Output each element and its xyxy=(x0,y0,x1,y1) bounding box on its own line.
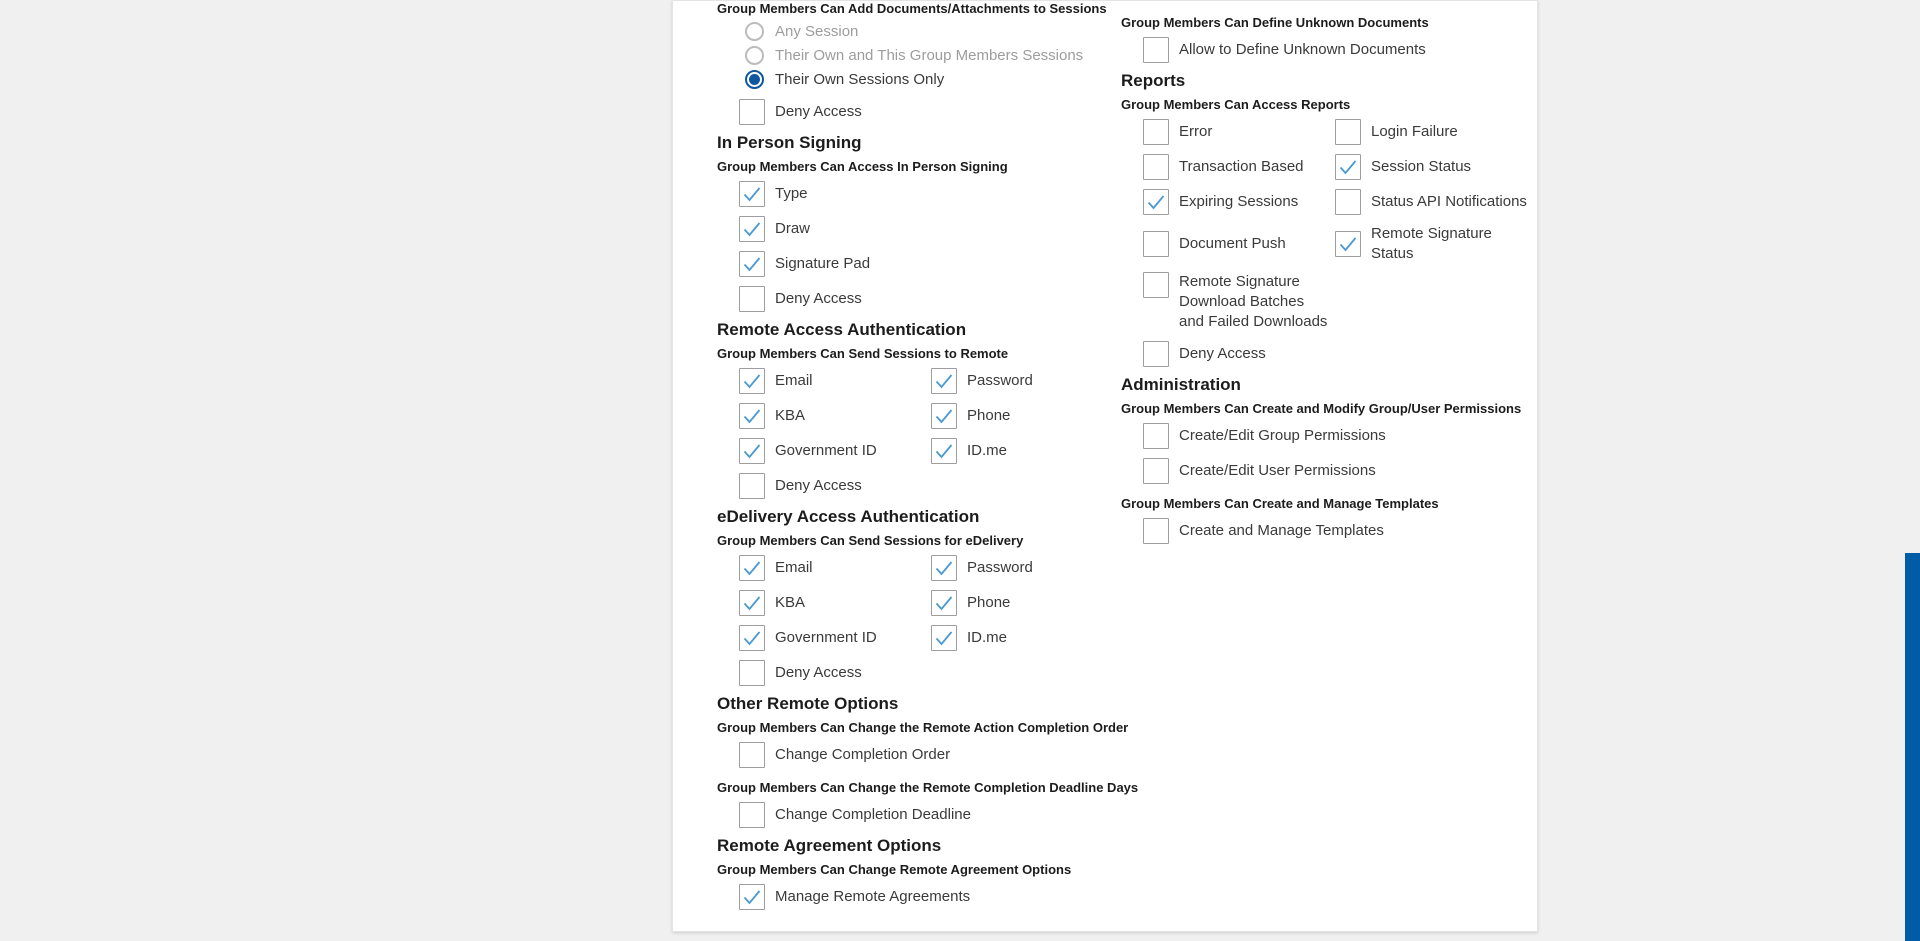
checkbox-group xyxy=(717,742,1121,768)
checkbox-label: KBA xyxy=(775,594,806,611)
checkbox-option-phone[interactable] xyxy=(931,403,1121,429)
checkbox-option-password[interactable] xyxy=(931,368,1121,394)
checkmark-icon xyxy=(932,556,956,580)
checkbox-group xyxy=(717,802,1121,828)
checkbox-option-change-completion-deadline[interactable] xyxy=(739,802,1121,828)
checkmark-icon xyxy=(740,252,764,276)
section-heading-remote-agreement-options: Remote Agreement Options xyxy=(717,836,942,855)
permissions-column-right xyxy=(1121,15,1533,552)
checkbox-checked[interactable] xyxy=(1143,189,1169,215)
checkbox-label: Create/Edit Group Permissions xyxy=(1179,427,1386,444)
checkbox-label: Phone xyxy=(967,594,1011,611)
checkmark-icon xyxy=(740,591,764,615)
checkbox-option-change-completion-order[interactable] xyxy=(739,742,1121,768)
checkbox-checked[interactable] xyxy=(739,438,765,464)
checkmark-icon xyxy=(740,439,764,463)
section-heading-in-person-signing: In Person Signing xyxy=(717,133,862,152)
checkbox-unchecked[interactable] xyxy=(1335,119,1361,145)
checkmark-icon xyxy=(740,556,764,580)
checkbox-option-error[interactable] xyxy=(1143,119,1335,145)
checkbox-checked[interactable] xyxy=(1335,154,1361,180)
checkbox-unchecked[interactable] xyxy=(1143,423,1169,449)
radio-unselected-icon xyxy=(745,46,764,65)
checkbox-option-allow-to-define-unknown-documents[interactable] xyxy=(1143,37,1533,63)
checkbox-unchecked[interactable] xyxy=(739,99,765,125)
checkbox-group xyxy=(1121,37,1533,63)
checkbox-option-government-id[interactable] xyxy=(739,438,931,464)
checkbox-label: Remote Signature Status xyxy=(1371,225,1492,262)
radio-option-any-session xyxy=(745,19,1121,43)
checkbox-label: Remote Signature Download Batches and Failed Downloads xyxy=(1179,273,1328,330)
checkmark-icon xyxy=(932,404,956,428)
checkbox-unchecked[interactable] xyxy=(1335,189,1361,215)
checkbox-checked[interactable] xyxy=(739,368,765,394)
checkbox-label: Password xyxy=(967,559,1033,576)
checkbox-label: Manage Remote Agreements xyxy=(775,888,971,905)
section-heading-edelivery-access-authentication: eDelivery Access Authentication xyxy=(717,507,980,526)
checkbox-label: Error xyxy=(1179,123,1213,140)
checkbox-group xyxy=(1121,423,1533,484)
checkmark-icon xyxy=(932,369,956,393)
radio-option-their-own-sessions-only[interactable] xyxy=(745,67,1121,91)
checkbox-label: Phone xyxy=(967,407,1011,424)
permission-group-heading: Group Members Can Create and Modify Group/User Permissions xyxy=(1121,401,1522,416)
checkbox-checked[interactable] xyxy=(739,251,765,277)
checkmark-icon xyxy=(932,591,956,615)
checkbox-label: ID.me xyxy=(967,442,1008,459)
checkbox-option-email[interactable] xyxy=(739,555,931,581)
checkbox-unchecked[interactable] xyxy=(1143,154,1169,180)
checkbox-option-kba[interactable] xyxy=(739,590,931,616)
checkbox-unchecked[interactable] xyxy=(739,286,765,312)
radio-label: Their Own Sessions Only xyxy=(775,70,945,88)
checkbox-unchecked[interactable] xyxy=(1143,231,1169,257)
checkbox-option-create-edit-group-permissions[interactable] xyxy=(1143,423,1533,449)
checkbox-label: Login Failure xyxy=(1371,123,1458,140)
checkbox-option-document-push[interactable] xyxy=(1143,224,1335,264)
checkmark-icon xyxy=(1144,190,1168,214)
checkbox-unchecked[interactable] xyxy=(1143,458,1169,484)
checkbox-checked[interactable] xyxy=(931,368,957,394)
permission-group-heading: Group Members Can Change Remote Agreement Options xyxy=(717,862,1072,877)
checkbox-checked[interactable] xyxy=(931,625,957,651)
radio-label: Any Session xyxy=(775,22,859,40)
checkbox-label: Deny Access xyxy=(775,103,862,120)
checkmark-icon xyxy=(1336,155,1360,179)
checkbox-option-phone[interactable] xyxy=(931,590,1121,616)
radio-unselected-icon xyxy=(745,22,764,41)
checkbox-group xyxy=(717,368,1121,499)
checkbox-option-draw[interactable] xyxy=(739,216,1121,242)
checkbox-label: Deny Access xyxy=(775,664,862,681)
checkbox-label: Deny Access xyxy=(1179,345,1266,362)
section-heading-administration: Administration xyxy=(1121,375,1241,394)
checkbox-option-deny-access[interactable] xyxy=(1143,341,1533,367)
checkbox-label: Type xyxy=(775,185,808,202)
permission-group-heading: Group Members Can Define Unknown Documents xyxy=(1121,15,1429,30)
checkbox-unchecked[interactable] xyxy=(1143,37,1169,63)
checkbox-checked[interactable] xyxy=(739,555,765,581)
checkbox-option-id-me[interactable] xyxy=(931,438,1121,464)
checkbox-unchecked[interactable] xyxy=(739,802,765,828)
checkbox-group xyxy=(717,555,1121,686)
checkbox-label: Create/Edit User Permissions xyxy=(1179,462,1376,479)
checkbox-option-remote-signature-download-batches-and-failed-downloads[interactable] xyxy=(1143,272,1533,332)
checkbox-checked[interactable] xyxy=(931,438,957,464)
checkbox-checked[interactable] xyxy=(739,403,765,429)
checkbox-label: Change Completion Deadline xyxy=(775,806,971,823)
radio-option-their-own-and-this-group-members-sessions xyxy=(745,43,1121,67)
checkmark-icon xyxy=(932,439,956,463)
checkbox-option-deny-access[interactable] xyxy=(739,473,931,499)
checkbox-option-remote-signature-status[interactable] xyxy=(1335,224,1533,264)
checkbox-checked[interactable] xyxy=(1335,231,1361,257)
radio-selected-icon[interactable] xyxy=(745,70,764,89)
checkbox-option-deny-access[interactable] xyxy=(739,286,1121,312)
checkbox-label: Transaction Based xyxy=(1179,158,1304,175)
checkbox-unchecked[interactable] xyxy=(1143,272,1169,298)
checkbox-label: ID.me xyxy=(967,629,1008,646)
checkbox-label: Government ID xyxy=(775,442,877,459)
checkbox-option-login-failure[interactable] xyxy=(1335,119,1533,145)
checkbox-option-session-status[interactable] xyxy=(1335,154,1533,180)
checkbox-unchecked[interactable] xyxy=(1143,119,1169,145)
checkbox-checked[interactable] xyxy=(931,555,957,581)
checkbox-label: Draw xyxy=(775,220,811,237)
checkbox-unchecked[interactable] xyxy=(739,473,765,499)
section-heading-other-remote-options: Other Remote Options xyxy=(717,694,899,713)
permission-group-heading: Group Members Can Change the Remote Completion Deadline Days xyxy=(717,780,1139,795)
checkbox-label: Deny Access xyxy=(775,290,862,307)
checkbox-unchecked[interactable] xyxy=(1143,341,1169,367)
checkmark-icon xyxy=(740,369,764,393)
checkbox-checked[interactable] xyxy=(931,590,957,616)
checkbox-label: Email xyxy=(775,559,813,576)
permission-group-heading: Group Members Can Change the Remote Action Completion Order xyxy=(717,720,1129,735)
checkbox-option-password[interactable] xyxy=(931,555,1121,581)
checkbox-option-transaction-based[interactable] xyxy=(1143,154,1335,180)
checkbox-checked[interactable] xyxy=(739,590,765,616)
permission-group-heading: Group Members Can Access In Person Signing xyxy=(717,159,1008,174)
checkbox-unchecked[interactable] xyxy=(739,742,765,768)
permission-group-heading: Group Members Can Add Documents/Attachments to Sessions xyxy=(717,1,1107,16)
checkmark-icon xyxy=(932,626,956,650)
checkbox-unchecked[interactable] xyxy=(1143,518,1169,544)
checkbox-label: Session Status xyxy=(1371,158,1472,175)
checkbox-label: Expiring Sessions xyxy=(1179,193,1299,210)
checkbox-group xyxy=(1121,518,1533,544)
checkbox-label: Change Completion Order xyxy=(775,746,951,763)
checkbox-option-type[interactable] xyxy=(739,181,1121,207)
section-heading-reports: Reports xyxy=(1121,71,1186,90)
permission-group-heading: Group Members Can Create and Manage Templates xyxy=(1121,496,1439,511)
checkbox-unchecked[interactable] xyxy=(739,660,765,686)
permissions-panel xyxy=(672,0,1538,932)
right-edge-blue-bar[interactable] xyxy=(1905,553,1920,941)
checkbox-group xyxy=(1121,272,1533,367)
checkbox-option-deny-access[interactable] xyxy=(739,99,1121,125)
radio-label: Their Own and This Group Members Sessions xyxy=(775,46,1084,64)
checkbox-label: Email xyxy=(775,372,813,389)
checkbox-label: Password xyxy=(967,372,1033,389)
checkbox-group xyxy=(717,99,1121,125)
checkbox-label: Create and Manage Templates xyxy=(1179,522,1384,539)
checkbox-label: Government ID xyxy=(775,629,877,646)
checkbox-option-id-me[interactable] xyxy=(931,625,1121,651)
permission-group-heading: Group Members Can Send Sessions for eDelivery xyxy=(717,533,1024,548)
checkbox-label: KBA xyxy=(775,407,806,424)
checkmark-icon xyxy=(1336,232,1360,256)
checkmark-icon xyxy=(740,404,764,428)
section-heading-remote-access-authentication: Remote Access Authentication xyxy=(717,320,967,339)
checkmark-icon xyxy=(740,626,764,650)
checkbox-checked[interactable] xyxy=(739,625,765,651)
radio-group xyxy=(717,19,1121,91)
permission-group-heading: Group Members Can Access Reports xyxy=(1121,97,1351,112)
checkbox-label: Signature Pad xyxy=(775,255,871,272)
checkbox-option-signature-pad[interactable] xyxy=(739,251,1121,277)
checkbox-group xyxy=(717,181,1121,312)
checkbox-label: Document Push xyxy=(1179,235,1286,252)
permissions-column-left xyxy=(717,1,1139,918)
checkbox-option-status-api-notifications[interactable] xyxy=(1335,189,1533,215)
checkbox-group xyxy=(1121,119,1533,264)
checkbox-label: Allow to Define Unknown Documents xyxy=(1179,41,1426,58)
checkbox-checked[interactable] xyxy=(739,884,765,910)
checkbox-option-create-edit-user-permissions[interactable] xyxy=(1143,458,1533,484)
checkbox-option-expiring-sessions[interactable] xyxy=(1143,189,1335,215)
checkbox-checked[interactable] xyxy=(739,181,765,207)
checkmark-icon xyxy=(740,885,764,909)
checkmark-icon xyxy=(740,182,764,206)
checkbox-group xyxy=(717,884,1121,910)
checkbox-label: Deny Access xyxy=(775,477,862,494)
checkbox-option-email[interactable] xyxy=(739,368,931,394)
permission-group-heading: Group Members Can Send Sessions to Remote xyxy=(717,346,1009,361)
checkbox-option-deny-access[interactable] xyxy=(739,660,931,686)
checkbox-checked[interactable] xyxy=(739,216,765,242)
checkbox-option-create-and-manage-templates[interactable] xyxy=(1143,518,1533,544)
checkbox-label: Status API Notifications xyxy=(1371,193,1527,210)
checkmark-icon xyxy=(740,217,764,241)
checkbox-option-government-id[interactable] xyxy=(739,625,931,651)
checkbox-option-manage-remote-agreements[interactable] xyxy=(739,884,1121,910)
checkbox-checked[interactable] xyxy=(931,403,957,429)
checkbox-option-kba[interactable] xyxy=(739,403,931,429)
